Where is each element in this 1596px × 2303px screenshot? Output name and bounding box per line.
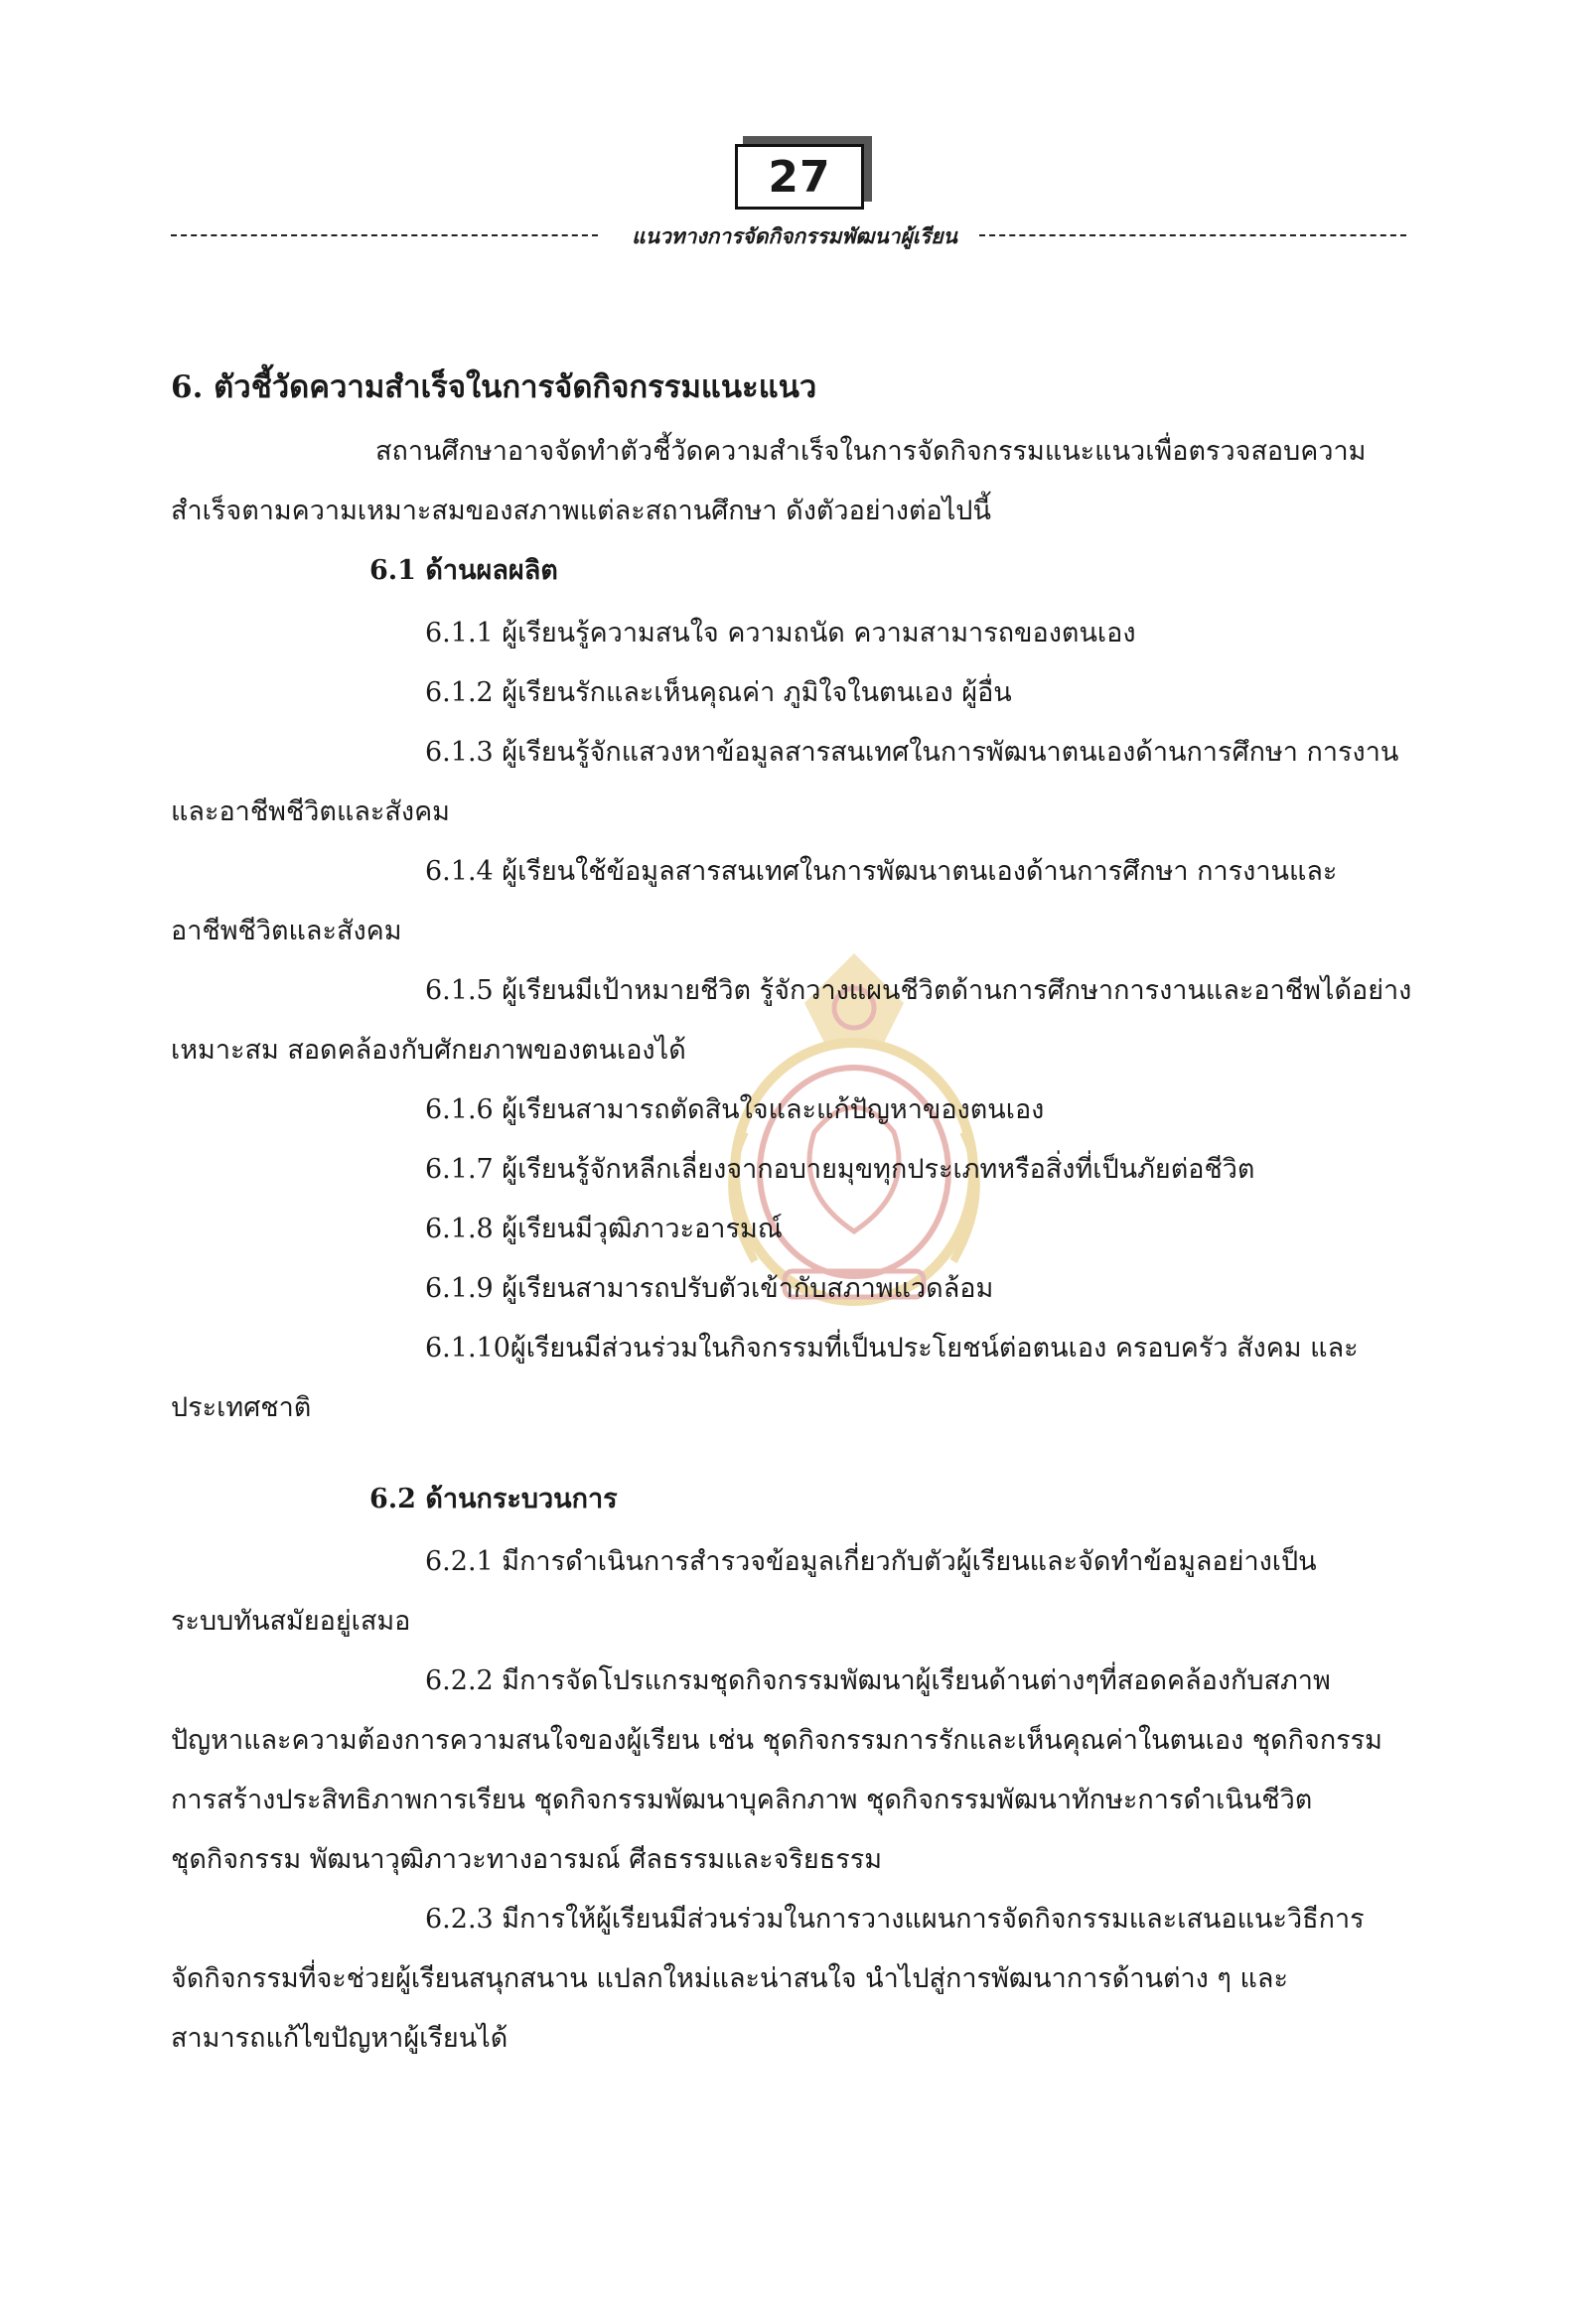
item-6-1-4-line2: อาชีพชีวิตและสังคม xyxy=(171,916,402,946)
page-number: 27 xyxy=(735,144,864,210)
item-6-2-1-line1: 6.2.1 มีการดำเนินการสำรวจข้อมูลเกี่ยวกับตัวผู้เรียนและจัดทำข้อมูลอย่างเป็น xyxy=(425,1546,1317,1577)
item-6-2-2-line4: ชุดกิจกรรม พัฒนาวุฒิภาวะทางอารมณ์ ศีลธรรมและจริยธรรม xyxy=(171,1844,883,1875)
section-6-heading: 6. ตัวชี้วัดความสำเร็จในการจัดกิจกรรมแนะแนว xyxy=(171,369,817,405)
item-6-2-3-line2: จัดกิจกรรมที่จะช่วยผู้เรียนสนุกสนาน แปลกใหม่และน่าสนใจ นำไปสู่การพัฒนาการด้านต่าง ๆ และ xyxy=(171,1963,1288,1994)
section-6-1-heading: 6.1 ด้านผลผลิต xyxy=(369,555,558,586)
section-6-intro-line2: สำเร็จตามความเหมาะสมของสภาพแต่ละสถานศึกษา ดังตัวอย่างต่อไปนี้ xyxy=(171,496,991,526)
item-6-1-8: 6.1.8 ผู้เรียนมีวุฒิภาวะอารมณ์ xyxy=(425,1214,783,1244)
item-6-2-2-line3: การสร้างประสิทธิภาพการเรียน ชุดกิจกรรมพัฒนาบุคลิกภาพ ชุดกิจกรรมพัฒนาทักษะการดำเนินชีวิต xyxy=(171,1785,1313,1815)
item-6-1-3-line2: และอาชีพชีวิตและสังคม xyxy=(171,796,450,827)
item-6-1-7: 6.1.7 ผู้เรียนรู้จักหลีกเลี่ยงจากอบายมุขทุกประเภทหรือสิ่งที่เป็นภัยต่อชีวิต xyxy=(425,1154,1255,1185)
item-6-1-9: 6.1.9 ผู้เรียนสามารถปรับตัวเข้ากับสภาพแวดล้อม xyxy=(425,1273,994,1304)
item-6-1-1: 6.1.1 ผู้เรียนรู้ความสนใจ ความถนัด ความสามารถของตนเอง xyxy=(425,618,1136,648)
item-6-1-6: 6.1.6 ผู้เรียนสามารถตัดสินใจและแก้ปัญหาของตนเอง xyxy=(425,1094,1045,1125)
item-6-1-10-line1: 6.1.10ผู้เรียนมีส่วนร่วมในกิจกรรมที่เป็นประโยชน์ต่อตนเอง ครอบครัว สังคม และ xyxy=(425,1333,1359,1364)
item-6-1-5-line2: เหมาะสม สอดคล้องกับศักยภาพของตนเองได้ xyxy=(171,1035,686,1066)
item-6-2-3-line3: สามารถแก้ไขปัญหาผู้เรียนได้ xyxy=(171,2023,508,2054)
item-6-2-1-line2: ระบบทันสมัยอยู่เสมอ xyxy=(171,1606,411,1637)
header-rule-right xyxy=(979,234,1406,236)
section-6-2-heading: 6.2 ด้านกระบวนการ xyxy=(369,1484,618,1514)
item-6-1-2: 6.1.2 ผู้เรียนรักและเห็นคุณค่า ภูมิใจในตนเอง ผู้อื่น xyxy=(425,677,1012,708)
item-6-1-10-line2: ประเทศชาติ xyxy=(171,1392,312,1423)
header-rule-left xyxy=(171,234,598,236)
running-title: แนวทางการจัดกิจกรรมพัฒนาผู้เรียน xyxy=(632,223,957,248)
item-6-2-2-line1: 6.2.2 มีการจัดโปรแกรมชุดกิจกรรมพัฒนาผู้เรียนด้านต่างๆที่สอดคล้องกับสภาพ xyxy=(425,1665,1331,1696)
item-6-2-2-line2: ปัญหาและความต้องการความสนใจของผู้เรียน เช่น ชุดกิจกรรมการรักและเห็นคุณค่าในตนเอง ชุดกิจกรรม xyxy=(171,1725,1382,1756)
item-6-1-3-line1: 6.1.3 ผู้เรียนรู้จักแสวงหาข้อมูลสารสนเทศในการพัฒนาตนเองด้านการศึกษา การงาน xyxy=(425,737,1399,768)
item-6-2-3-line1: 6.2.3 มีการให้ผู้เรียนมีส่วนร่วมในการวางแผนการจัดกิจกรรมและเสนอแนะวิธีการ xyxy=(425,1904,1365,1935)
section-6-intro-line1: สถานศึกษาอาจจัดทำตัวชี้วัดความสำเร็จในการจัดกิจกรรมแนะแนวเพื่อตรวจสอบความ xyxy=(375,436,1367,467)
item-6-1-4-line1: 6.1.4 ผู้เรียนใช้ข้อมูลสารสนเทศในการพัฒนาตนเองด้านการศึกษา การงานและ xyxy=(425,856,1338,887)
item-6-1-5-line1: 6.1.5 ผู้เรียนมีเป้าหมายชีวิต รู้จักวางแผนชีวิตด้านการศึกษาการงานและอาชีพได้อย่าง xyxy=(425,975,1412,1006)
